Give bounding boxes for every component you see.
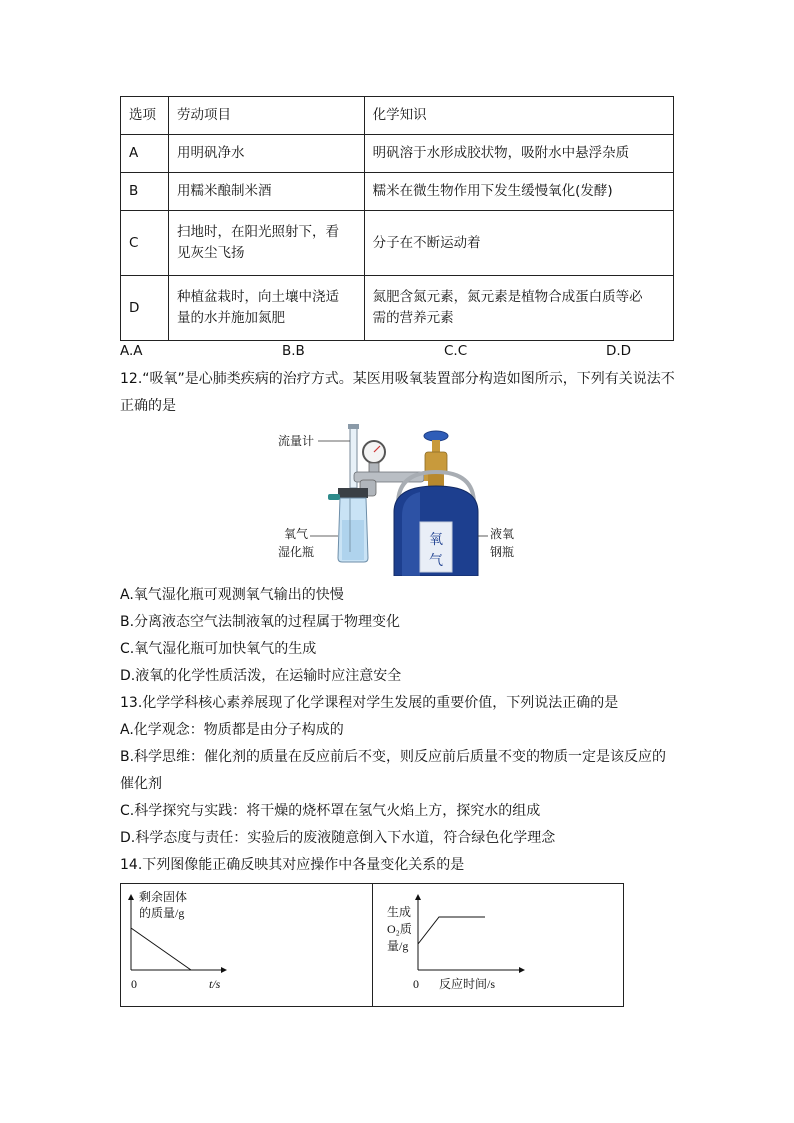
graph2-origin: 0 (413, 977, 419, 991)
graph1-line (131, 928, 191, 970)
header-project: 劳动项目 (168, 97, 364, 135)
graph2-ylabel-3: 量/g (387, 939, 409, 953)
cylinder-text-1: 氧 (429, 533, 443, 548)
header-option: 选项 (121, 97, 169, 135)
oxygen-inhaler-figure (270, 420, 530, 576)
q11-option-b: B.B (282, 343, 305, 359)
humidifier-outlet (328, 494, 340, 500)
row-knowledge-line: 氮肥含氮元素，氮元素是植物合成蛋白质等必 (372, 289, 643, 305)
row-project (168, 276, 364, 341)
flowmeter-cap (348, 424, 359, 429)
graph2-y-arrow (415, 894, 421, 900)
q13-option-d: D.科学态度与责任：实验后的废液随意倒入下水道，符合绿色化学理念 (120, 830, 556, 846)
cylinder-text-2: 气 (429, 554, 443, 569)
row-project (168, 211, 364, 276)
row-knowledge-line: 需的营养元素 (372, 310, 454, 326)
q11-options (120, 343, 640, 361)
q12-option-a: A.氧气湿化瓶可观测氧气输出的快慢 (120, 587, 344, 603)
q13-option-a: A.化学观念：物质都是由分子构成的 (120, 722, 344, 738)
humidifier-label-2: 湿化瓶 (278, 545, 315, 559)
q12-option-c: C.氧气湿化瓶可加快氧气的生成 (120, 641, 317, 657)
row-project: 用糯米酿制米酒 (168, 173, 364, 211)
q13-option-b-continued: 催化剂 (120, 776, 162, 792)
row-knowledge: 糯米在微生物作用下发生缓慢氧化(发酵) (364, 173, 673, 211)
graph1-ylabel-2: 的质量/g (139, 906, 185, 920)
row-knowledge: 分子在不断运动着 (364, 211, 673, 276)
row-knowledge: 明矾溶于水形成胶状物，吸附水中悬浮杂质 (364, 135, 673, 173)
row-option: D (121, 276, 169, 341)
humidifier-label-1: 氧气 (284, 527, 309, 541)
graph2-x-arrow (519, 967, 525, 973)
row-project: 用明矾净水 (168, 135, 364, 173)
row-option: A (121, 135, 169, 173)
row-project-line: 种植盆栽时，向土壤中浇适 (176, 289, 339, 305)
humidifier-water (342, 520, 364, 560)
header-knowledge: 化学知识 (364, 97, 673, 135)
graph1-origin: 0 (131, 977, 137, 991)
flowmeter-label: 流量计 (278, 434, 315, 448)
graph2-xlabel: 反应时间/s (439, 977, 496, 991)
q14-stem: 14.下列图像能正确反映其对应操作中各量变化关系的是 (120, 857, 465, 873)
row-project-line: 见灰尘飞扬 (176, 245, 245, 261)
graph1-ylabel-1: 剩余固体 (139, 890, 188, 904)
q14-graph-table (120, 883, 624, 1007)
table-row (121, 173, 674, 211)
q11-option-c: C.C (444, 343, 468, 359)
table-row (121, 276, 674, 341)
row-knowledge (364, 276, 673, 341)
humidifier-cap (338, 488, 368, 498)
row-project-line: 量的水并施加氮肥 (176, 310, 285, 326)
q11-option-a: A.A (120, 343, 143, 359)
graph1-x-arrow (221, 967, 227, 973)
cylinder-label-1: 液氧 (490, 527, 515, 541)
row-option: B (121, 173, 169, 211)
graph2-ylabel-1: 生成 (387, 905, 412, 919)
row-project-line: 扫地时，在阳光照射下，看 (176, 224, 339, 240)
q11-option-d: D.D (606, 343, 632, 359)
chemistry-knowledge-table (120, 96, 674, 341)
cylinder-label-2: 钢瓶 (490, 545, 515, 559)
graph1-y-arrow (128, 894, 134, 900)
q13-option-c: C.科学探究与实践：将干燥的烧杯罩在氢气火焰上方，探究水的组成 (120, 803, 541, 819)
q12-stem-line-1: 12.“吸氧”是心肺类疾病的治疗方式。某医用吸氧装置部分构造如图所示，下列有关说法不 (120, 371, 675, 387)
valve-handwheel (424, 431, 448, 441)
graph1-xlabel: t/s (209, 977, 221, 991)
graph2-line (418, 917, 485, 944)
graph-remaining-solid (121, 884, 371, 1006)
table-row (121, 135, 674, 173)
q12-option-b: B.分离液态空气法制液氧的过程属于物理变化 (120, 614, 401, 630)
row-option: C (121, 211, 169, 276)
q12-stem-line-2: 正确的是 (120, 398, 176, 414)
table-header-row (121, 97, 674, 135)
cylinder-highlight (402, 492, 420, 576)
table-row (121, 211, 674, 276)
graph2-ylabel-2: O₂质 (387, 922, 412, 936)
q13-option-b: B.科学思维：催化剂的质量在反应前后不变，则反应前后质量不变的物质一定是该反应的 (120, 749, 667, 765)
q12-option-d: D.液氧的化学性质活泼，在运输时应注意安全 (120, 668, 402, 684)
graph-oxygen-mass (373, 884, 623, 1006)
q13-stem: 13.化学学科核心素养展现了化学课程对学生发展的重要价值，下列说法正确的是 (120, 695, 619, 711)
